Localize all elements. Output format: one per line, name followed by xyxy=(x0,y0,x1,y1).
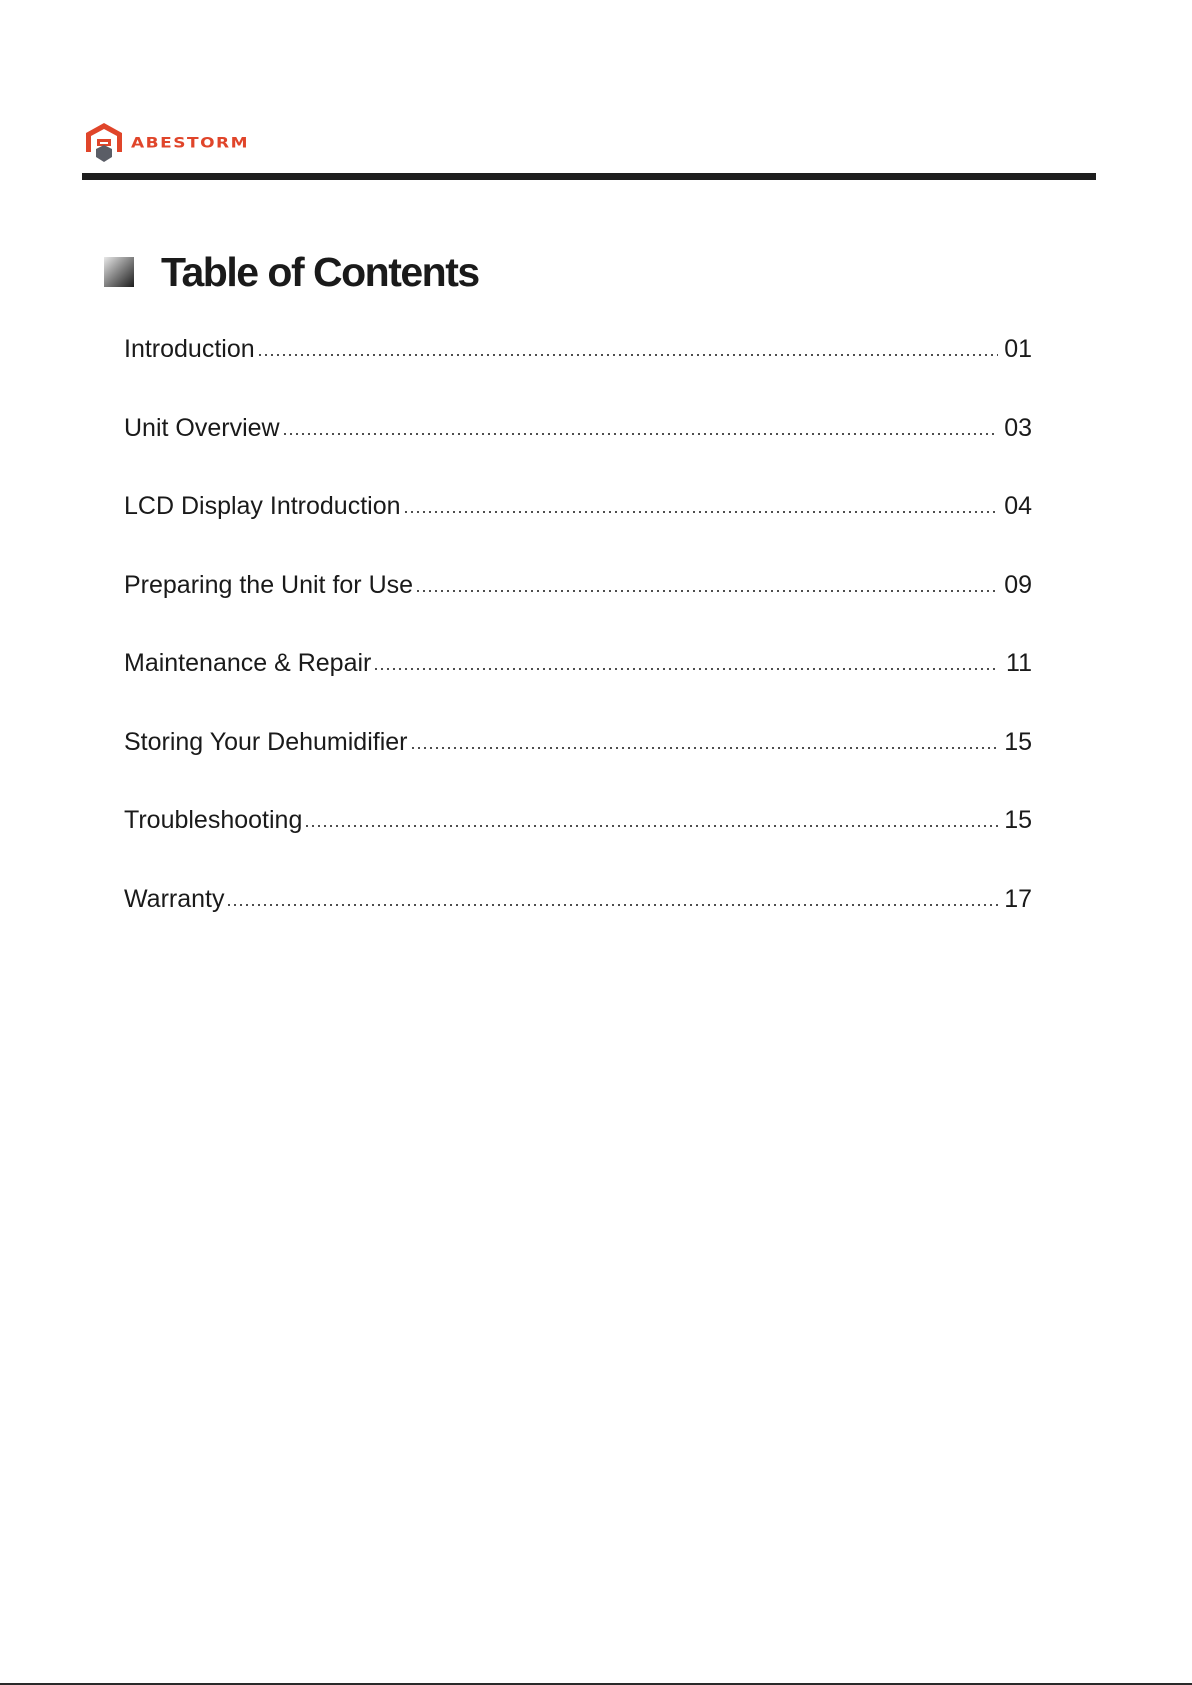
table-of-contents xyxy=(124,334,1032,962)
toc-dot-leader xyxy=(403,511,998,513)
toc-entry-label: LCD Display Introduction xyxy=(124,492,401,520)
toc-dot-leader xyxy=(257,354,998,356)
toc-entry-label: Introduction xyxy=(124,335,255,363)
toc-dot-leader xyxy=(410,747,999,749)
toc-entry-page: 15 xyxy=(1004,727,1032,756)
page-title: Table of Contents xyxy=(161,249,479,295)
toc-entry-warranty[interactable] xyxy=(124,884,1032,963)
toc-entry-page: 04 xyxy=(1004,492,1032,520)
toc-entry-page: 01 xyxy=(1004,335,1032,363)
toc-entry-introduction[interactable] xyxy=(124,334,1032,413)
toc-dot-leader xyxy=(226,904,998,906)
toc-entry-page: 15 xyxy=(1004,806,1032,834)
toc-entry-label: Warranty xyxy=(124,884,225,913)
toc-dot-leader xyxy=(304,825,998,827)
toc-entry-label: Preparing the Unit for Use xyxy=(124,570,414,599)
toc-entry-page: 17 xyxy=(1004,884,1032,913)
toc-entry-label: Maintenance & Repair xyxy=(124,649,372,677)
toc-entry-maintenance[interactable] xyxy=(124,648,1032,727)
section-title-row xyxy=(104,248,479,296)
toc-dot-leader xyxy=(282,433,998,435)
toc-entry-label: Troubleshooting xyxy=(124,806,303,834)
toc-entry-lcd-display[interactable] xyxy=(124,491,1032,570)
toc-dot-leader xyxy=(415,590,998,592)
toc-entry-label: Unit Overview xyxy=(124,413,280,442)
title-square-icon xyxy=(104,257,134,287)
brand-name: ABESTORM xyxy=(131,134,250,152)
abestorm-house-icon xyxy=(84,122,124,164)
toc-dot-leader xyxy=(373,668,998,670)
toc-entry-troubleshooting[interactable] xyxy=(124,805,1032,884)
toc-entry-page: 09 xyxy=(1004,570,1032,599)
page-header xyxy=(82,120,1096,180)
toc-entry-page: 03 xyxy=(1004,413,1032,442)
toc-entry-label: Storing Your Dehumidifier xyxy=(124,727,408,756)
toc-entry-storing[interactable] xyxy=(124,727,1032,806)
header-rule xyxy=(82,173,1096,180)
toc-entry-unit-overview[interactable] xyxy=(124,413,1032,492)
toc-entry-preparing-unit[interactable] xyxy=(124,570,1032,649)
brand-logo xyxy=(84,122,249,164)
toc-entry-page: 11 xyxy=(1006,649,1032,677)
